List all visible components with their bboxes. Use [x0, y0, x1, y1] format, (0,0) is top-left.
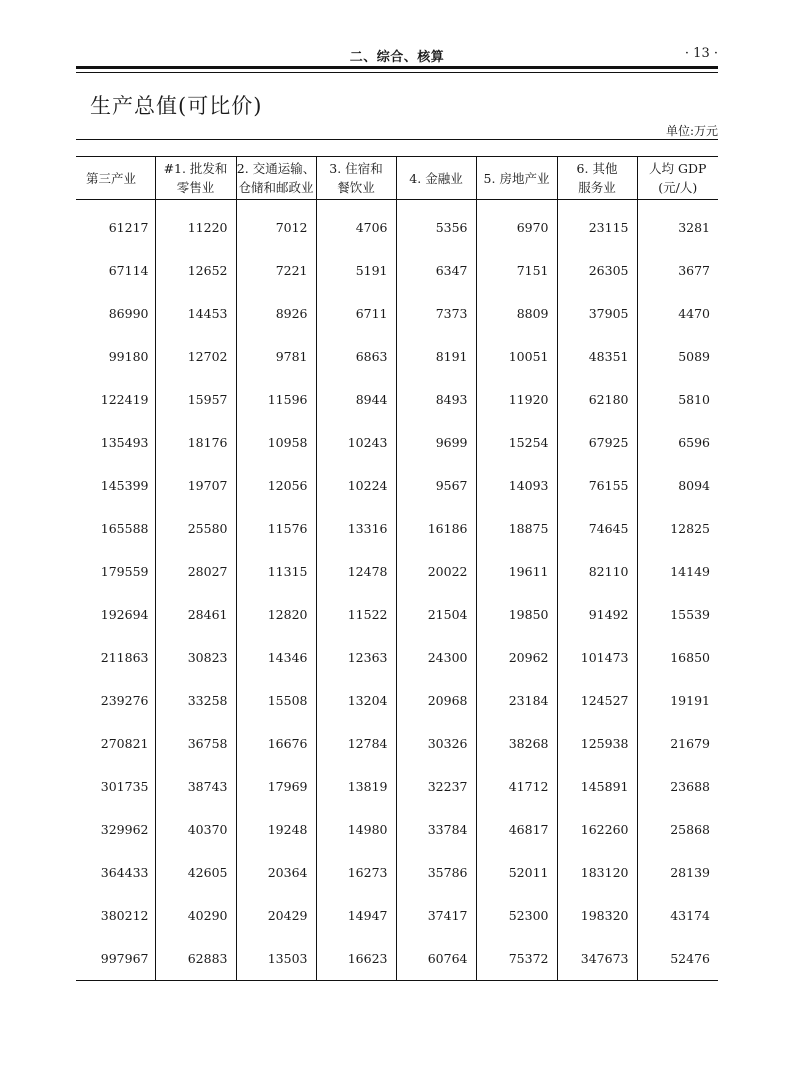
table-cell: 9781 [236, 335, 316, 378]
table-cell: 30326 [396, 722, 476, 765]
table-cell: 101473 [557, 636, 637, 679]
column-header [316, 157, 396, 200]
table-row [76, 937, 718, 981]
table-cell: 19191 [670, 693, 710, 708]
table-row [76, 335, 718, 378]
table-cell: 16623 [316, 937, 396, 981]
table-cell: 24300 [396, 636, 476, 679]
table-cell: 16186 [396, 507, 476, 550]
unit-label: 单位:万元 [665, 124, 718, 138]
table-cell: 4470 [678, 306, 710, 321]
table-row [76, 765, 718, 808]
table-cell: 10224 [316, 464, 396, 507]
table-cell: 122419 [76, 378, 155, 421]
table-cell: 40290 [155, 894, 236, 937]
table-cell: 48351 [557, 335, 637, 378]
table-cell: 5356 [396, 200, 476, 250]
column-header-line: 4. 金融业 [409, 170, 463, 186]
table-cell: 8944 [316, 378, 396, 421]
table-cell: 13819 [316, 765, 396, 808]
table-cell: 198320 [557, 894, 637, 937]
table-cell: 329962 [76, 808, 155, 851]
header-rule-thick [76, 66, 718, 69]
table-cell: 18176 [155, 421, 236, 464]
table-cell: 4706 [316, 200, 396, 250]
table-row [76, 808, 718, 851]
table-cell: 18875 [476, 507, 557, 550]
table-cell: 8809 [476, 292, 557, 335]
table-cell: 33784 [396, 808, 476, 851]
table-cell: 46817 [476, 808, 557, 851]
table-cell: 7373 [396, 292, 476, 335]
table-cell: 19850 [476, 593, 557, 636]
table-cell: 5089 [678, 349, 710, 364]
table-cell: 19611 [476, 550, 557, 593]
table-cell: 91492 [557, 593, 637, 636]
table-cell: 5810 [678, 392, 710, 407]
table-row [76, 679, 718, 722]
table-cell: 380212 [76, 894, 155, 937]
table-row [76, 851, 718, 894]
table-cell: 7012 [236, 200, 316, 250]
table-cell: 14346 [236, 636, 316, 679]
table-cell: 28027 [155, 550, 236, 593]
table-cell: 67925 [557, 421, 637, 464]
table-cell: 6711 [316, 292, 396, 335]
table-cell: 8493 [396, 378, 476, 421]
column-header-line: 2. 交通运输、 [236, 161, 316, 176]
table-cell: 135493 [76, 421, 155, 464]
table-cell: 6596 [678, 435, 710, 450]
table-cell: 347673 [557, 937, 637, 981]
table-row [76, 722, 718, 765]
table-cell: 12478 [316, 550, 396, 593]
table-cell: 270821 [76, 722, 155, 765]
table-cell: 11315 [236, 550, 316, 593]
table-cell: 36758 [155, 722, 236, 765]
table-cell: 162260 [557, 808, 637, 851]
table-cell: 15508 [236, 679, 316, 722]
table-cell: 11576 [236, 507, 316, 550]
header-rule-thin [76, 72, 718, 73]
table-cell: 42605 [155, 851, 236, 894]
column-header [396, 157, 476, 200]
column-header-line: 3. 住宿和 [329, 161, 383, 176]
table-cell: 5191 [316, 249, 396, 292]
table-cell: 15539 [670, 607, 710, 622]
table-cell: 14980 [316, 808, 396, 851]
table-cell: 12702 [155, 335, 236, 378]
table-cell: 23184 [476, 679, 557, 722]
table-cell: 10958 [236, 421, 316, 464]
table-cell: 125938 [557, 722, 637, 765]
table-cell: 192694 [76, 593, 155, 636]
table-cell: 13316 [316, 507, 396, 550]
table-cell: 52300 [476, 894, 557, 937]
column-header [155, 157, 236, 200]
table-row [76, 249, 718, 292]
table-cell: 20968 [396, 679, 476, 722]
table-cell: 26305 [557, 249, 637, 292]
table-cell: 8094 [678, 478, 710, 493]
table-cell: 35786 [396, 851, 476, 894]
table-cell: 67114 [76, 249, 155, 292]
table-cell: 364433 [76, 851, 155, 894]
table-cell: 10051 [476, 335, 557, 378]
table-cell: 28139 [670, 865, 710, 880]
table-cell: 30823 [155, 636, 236, 679]
table-cell: 12056 [236, 464, 316, 507]
table-cell: 52476 [637, 937, 718, 981]
table-cell: 37905 [557, 292, 637, 335]
table-cell: 6347 [396, 249, 476, 292]
table-cell: 16676 [236, 722, 316, 765]
table-row [76, 464, 718, 507]
table-cell: 9567 [396, 464, 476, 507]
table-cell: 13204 [316, 679, 396, 722]
table-cell: 60764 [396, 937, 476, 981]
table-cell: 9699 [396, 421, 476, 464]
table-cell: 179559 [76, 550, 155, 593]
table-cell: 23688 [670, 779, 710, 794]
table-row [76, 550, 718, 593]
table-cell: 11920 [476, 378, 557, 421]
table-cell: 124527 [557, 679, 637, 722]
table-cell: 6970 [476, 200, 557, 250]
column-header-line: 零售业 [176, 180, 215, 195]
gdp-table [76, 156, 718, 981]
table-cell: 145891 [557, 765, 637, 808]
column-header-line: 餐饮业 [337, 180, 375, 195]
column-header [236, 157, 316, 200]
table-body [76, 200, 718, 981]
table-cell: 99180 [76, 335, 155, 378]
table-cell: 997967 [76, 937, 155, 981]
column-header-line: 服务业 [578, 180, 616, 195]
column-header-line: 第三产业 [86, 170, 137, 186]
table-cell: 33258 [155, 679, 236, 722]
table-cell: 11522 [316, 593, 396, 636]
table-cell: 11596 [236, 378, 316, 421]
table-cell: 25868 [670, 822, 710, 837]
table-cell: 28461 [155, 593, 236, 636]
table-cell: 61217 [76, 200, 155, 250]
table-row [76, 421, 718, 464]
table-cell: 6863 [316, 335, 396, 378]
page-number: · 13 · [684, 46, 718, 61]
table-cell: 20962 [476, 636, 557, 679]
table-row [76, 378, 718, 421]
table-cell: 20022 [396, 550, 476, 593]
table-cell: 10243 [316, 421, 396, 464]
table-cell: 21679 [670, 736, 710, 751]
table-cell: 41712 [476, 765, 557, 808]
column-header-line: #1. 批发和 [163, 161, 228, 176]
title-rule [76, 139, 718, 140]
table-cell: 165588 [76, 507, 155, 550]
table-cell: 21504 [396, 593, 476, 636]
table-row [76, 292, 718, 335]
table-cell: 86990 [76, 292, 155, 335]
table-cell: 211863 [76, 636, 155, 679]
table-cell: 14453 [155, 292, 236, 335]
table-cell: 20429 [236, 894, 316, 937]
table-cell: 301735 [76, 765, 155, 808]
table-cell: 239276 [76, 679, 155, 722]
table-cell: 19248 [236, 808, 316, 851]
table-cell: 14149 [670, 564, 710, 579]
table-cell: 7151 [476, 249, 557, 292]
table-cell: 11220 [155, 200, 236, 250]
column-header-line: 人均 GDP [649, 161, 707, 176]
table-row [76, 507, 718, 550]
table-cell: 43174 [670, 908, 710, 923]
table-cell: 38268 [476, 722, 557, 765]
table-row [76, 593, 718, 636]
column-header-line: (元/人) [658, 180, 698, 195]
table-cell: 3677 [678, 263, 710, 278]
table-cell: 14093 [476, 464, 557, 507]
table-cell: 15957 [155, 378, 236, 421]
table-cell: 20364 [236, 851, 316, 894]
table-cell: 8926 [236, 292, 316, 335]
section-title: 二、综合、核算 [349, 50, 445, 65]
table-cell: 15254 [476, 421, 557, 464]
table-row [76, 636, 718, 679]
column-header [76, 157, 155, 200]
running-header [76, 44, 718, 64]
table-cell: 76155 [557, 464, 637, 507]
table-cell: 12825 [670, 521, 710, 536]
table-cell: 40370 [155, 808, 236, 851]
table-cell: 75372 [476, 937, 557, 981]
table-cell: 82110 [557, 550, 637, 593]
column-header-line: 5. 房地产业 [483, 170, 550, 186]
table-cell: 37417 [396, 894, 476, 937]
table-cell: 14947 [316, 894, 396, 937]
table-cell: 32237 [396, 765, 476, 808]
table-row [76, 200, 718, 250]
table-cell: 7221 [236, 249, 316, 292]
table-cell: 12820 [236, 593, 316, 636]
table-cell: 145399 [76, 464, 155, 507]
column-header [637, 157, 718, 200]
table-cell: 52011 [476, 851, 557, 894]
page-title: 生产总值(可比价) [90, 94, 263, 118]
table-cell: 13503 [236, 937, 316, 981]
table-cell: 12363 [316, 636, 396, 679]
table-cell: 25580 [155, 507, 236, 550]
table-cell: 62180 [557, 378, 637, 421]
table-cell: 3281 [678, 220, 710, 235]
table-cell: 23115 [557, 200, 637, 250]
table-header-row [76, 157, 718, 200]
table-cell: 62883 [155, 937, 236, 981]
table-cell: 17969 [236, 765, 316, 808]
table-cell: 16273 [316, 851, 396, 894]
table-cell: 16850 [670, 650, 710, 665]
table-row [76, 894, 718, 937]
table-cell: 19707 [155, 464, 236, 507]
table-cell: 74645 [557, 507, 637, 550]
column-header [557, 157, 637, 200]
column-header-line: 仓储和邮政业 [238, 180, 314, 195]
table-cell: 8191 [396, 335, 476, 378]
table-cell: 38743 [155, 765, 236, 808]
column-header-line: 6. 其他 [576, 161, 618, 176]
table-cell: 12784 [316, 722, 396, 765]
table-cell: 12652 [155, 249, 236, 292]
table-cell: 183120 [557, 851, 637, 894]
column-header [476, 157, 557, 200]
